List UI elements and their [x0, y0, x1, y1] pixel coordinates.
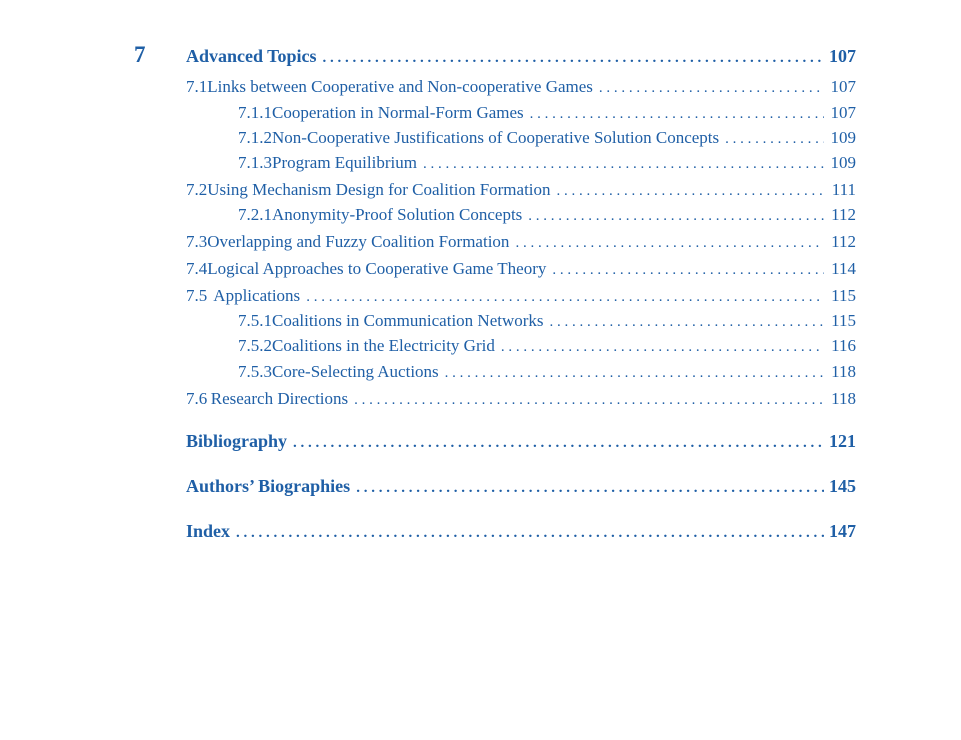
page-number: 116 — [831, 336, 856, 355]
subsection-title[interactable]: Anonymity-Proof Solution Concepts — [272, 205, 523, 224]
section-title[interactable]: Research Directions — [210, 389, 349, 408]
dot-leader — [236, 521, 824, 545]
page-number: 112 — [831, 232, 856, 251]
page-number: 109 — [830, 153, 856, 172]
toc-backmatter-entry[interactable] — [186, 519, 856, 543]
toc-section-entry[interactable] — [186, 257, 856, 281]
toc-backmatter-entry[interactable] — [186, 429, 856, 453]
section-title[interactable]: Using Mechanism Design for Coalition Formation — [207, 180, 551, 199]
backmatter-title[interactable]: Bibliography — [186, 431, 288, 451]
page-number: 112 — [831, 205, 856, 224]
toc-subsection-entry[interactable] — [238, 203, 856, 227]
dot-leader — [530, 102, 824, 126]
subsection-title[interactable]: Coalitions in Communication Networks — [272, 311, 544, 330]
toc-subsection-entry[interactable] — [238, 151, 856, 175]
backmatter-title[interactable]: Index — [186, 521, 231, 541]
dot-leader — [306, 285, 824, 309]
toc-subsection-entry[interactable] — [238, 334, 856, 358]
chapter-title[interactable]: Advanced Topics — [186, 46, 317, 66]
dot-leader — [445, 361, 824, 385]
dot-leader — [423, 152, 824, 176]
dot-leader — [552, 258, 824, 282]
section-title[interactable]: Applications — [213, 286, 301, 305]
page-number: 114 — [831, 259, 856, 278]
toc-section-entry[interactable] — [186, 178, 856, 202]
backmatter-title[interactable]: Authors’ Biographies — [186, 476, 351, 496]
section-number: 7.3 — [186, 232, 208, 251]
page-number: 107 — [829, 46, 856, 66]
section-title[interactable]: Overlapping and Fuzzy Coalition Formation — [207, 232, 510, 251]
section-number: 7.4 — [186, 259, 208, 278]
page-number: 111 — [831, 180, 856, 199]
toc-section-entry[interactable] — [186, 387, 856, 411]
dot-leader — [515, 231, 824, 255]
subsection-number: 7.5.2 — [238, 336, 272, 355]
toc-chapter-entry[interactable] — [186, 44, 856, 68]
dot-leader — [557, 179, 824, 203]
toc-section-entry[interactable] — [186, 284, 856, 308]
dot-leader — [550, 310, 824, 334]
subsection-number: 7.2.1 — [238, 205, 272, 224]
subsection-number: 7.1.2 — [238, 128, 272, 147]
toc-subsection-entry[interactable] — [238, 309, 856, 333]
dot-leader — [323, 46, 824, 70]
subsection-title[interactable]: Core-Selecting Auctions — [272, 362, 439, 381]
subsection-number: 7.5.1 — [238, 311, 272, 330]
dot-leader — [293, 431, 824, 455]
subsection-title[interactable]: Non-Cooperative Justifications of Cooperative Solution Concepts — [272, 128, 720, 147]
dot-leader — [599, 76, 824, 100]
dot-leader — [501, 335, 824, 359]
toc-section-entry[interactable] — [186, 75, 856, 99]
section-number: 7.2 — [186, 180, 208, 199]
page-number: 145 — [829, 476, 856, 496]
dot-leader — [354, 388, 824, 412]
toc-backmatter-entry[interactable] — [186, 474, 856, 498]
page-number: 115 — [831, 286, 856, 305]
toc-subsection-entry[interactable] — [238, 126, 856, 150]
subsection-number: 7.1.1 — [238, 103, 272, 122]
section-number: 7.6 — [186, 389, 208, 408]
dot-leader — [528, 204, 824, 228]
subsection-title[interactable]: Program Equilibrium — [272, 153, 417, 172]
dot-leader — [725, 127, 824, 151]
page-number: 118 — [831, 389, 856, 408]
subsection-number: 7.5.3 — [238, 362, 272, 381]
section-number: 7.1 — [186, 77, 208, 96]
page-number: 118 — [831, 362, 856, 381]
page-number: 107 — [830, 103, 856, 122]
subsection-title[interactable]: Coalitions in the Electricity Grid — [272, 336, 495, 355]
section-title[interactable]: Links between Cooperative and Non-cooperative Games — [207, 77, 593, 96]
toc-section-entry[interactable] — [186, 230, 856, 254]
dot-leader — [356, 476, 824, 500]
section-number: 7.5 — [186, 286, 208, 305]
chapter-number: 7 — [134, 42, 146, 67]
subsection-number: 7.1.3 — [238, 153, 272, 172]
page-number: 109 — [830, 128, 856, 147]
page-number: 115 — [831, 311, 856, 330]
toc-subsection-entry[interactable] — [238, 101, 856, 125]
toc-subsection-entry[interactable] — [238, 360, 856, 384]
page-number: 107 — [830, 77, 856, 96]
page-number: 147 — [829, 521, 856, 541]
section-title[interactable]: Logical Approaches to Cooperative Game Theory — [207, 259, 547, 278]
subsection-title[interactable]: Cooperation in Normal-Form Games — [272, 103, 524, 122]
page-number: 121 — [829, 431, 856, 451]
